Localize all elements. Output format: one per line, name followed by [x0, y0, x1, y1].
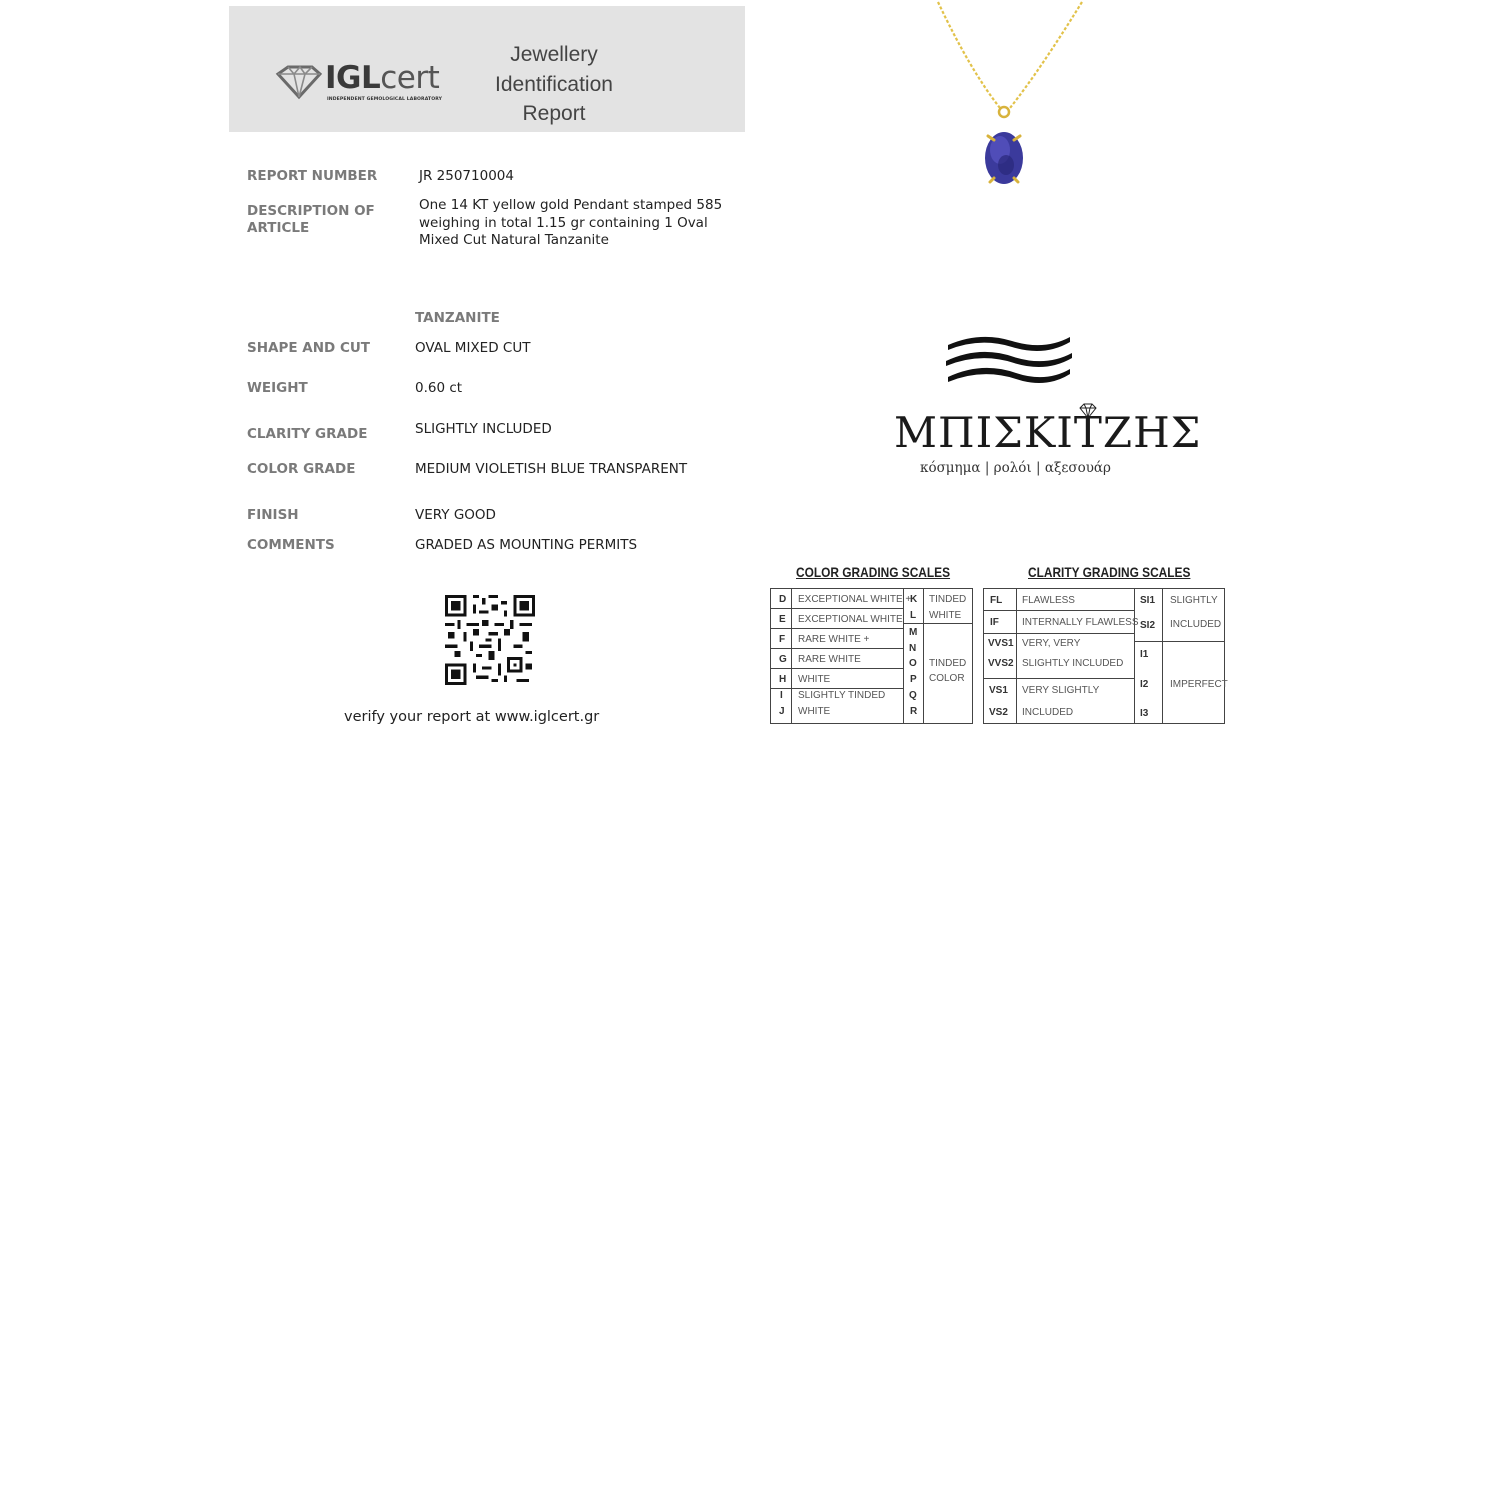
report-number-value: JR 250710004: [419, 168, 514, 184]
color-grade-h: H: [779, 674, 787, 685]
clarity-group-imperfect: IMPERFECT: [1170, 679, 1228, 690]
diamond-logo-icon: [274, 64, 322, 100]
color-grade-f: F: [779, 634, 786, 645]
clarity-grade-i1: I1: [1140, 649, 1149, 660]
report-title: Jewellery Identification Report: [495, 43, 613, 125]
clarity-grade-vs2: VS2: [989, 707, 1008, 718]
weight-value: 0.60 ct: [415, 380, 463, 396]
clarity-group-slightly-included: SLIGHTLY INCLUDED: [1170, 595, 1222, 630]
clarity-desc-if: INTERNALLY FLAWLESS: [1022, 617, 1139, 628]
report-header: [229, 6, 745, 132]
lab-logo-tagline: INDEPENDENT GEMOLOGICAL LABORATORY: [327, 97, 443, 102]
clarity-desc-fl: FLAWLESS: [1022, 595, 1075, 606]
clarity-grade-i3: I3: [1140, 708, 1149, 719]
clarity-grade-fl: FL: [990, 595, 1003, 606]
clarity-desc-vs2: INCLUDED: [1022, 707, 1074, 718]
color-scale-table: [770, 588, 973, 724]
comments-label: COMMENTS: [247, 537, 335, 553]
clarity-grade-label: CLARITY GRADE: [247, 426, 368, 442]
color-grade-g: G: [779, 654, 787, 665]
finish-label: FINISH: [247, 507, 299, 523]
color-desc-i: SLIGHTLY TINDED: [798, 690, 886, 701]
color-grade-value: MEDIUM VIOLETISH BLUE TRANSPARENT: [415, 461, 688, 477]
brand-waves-logo: [940, 333, 1080, 389]
clarity-grade-if: IF: [990, 617, 999, 628]
color-group-tinded-white: TINDED WHITE: [929, 594, 967, 621]
description-value: One 14 KT yellow gold Pendant stamped 585 weighing in total 1.15 gr containing 1 Oval Mixed Cut Natural Tanzanite: [419, 197, 723, 248]
clarity-grade-si1: SI1: [1140, 595, 1156, 606]
clarity-desc-vvs1: VERY, VERY: [1022, 638, 1081, 649]
color-desc-f: RARE WHITE +: [798, 634, 870, 645]
color-desc-d: EXCEPTIONAL WHITE +: [798, 594, 912, 605]
color-grade-m: M: [909, 627, 918, 638]
clarity-grade-si2: SI2: [1140, 620, 1156, 631]
color-grade-n: N: [909, 643, 917, 654]
clarity-scale-table: [983, 588, 1228, 724]
color-grade-l: L: [910, 610, 917, 621]
color-grade-label: COLOR GRADE: [247, 461, 356, 477]
bail: [999, 107, 1009, 117]
color-grade-i: I: [780, 690, 783, 701]
comments-value: GRADED AS MOUNTING PERMITS: [415, 537, 638, 553]
color-desc-h: WHITE: [798, 674, 831, 685]
color-desc-j: WHITE: [798, 706, 831, 717]
stone-heading: TANZANITE: [415, 310, 500, 326]
verify-link[interactable]: verify your report at www.iglcert.gr: [344, 709, 600, 725]
clarity-scale-title: CLARITY GRADING SCALES: [1028, 564, 1191, 580]
color-grade-o: O: [909, 658, 917, 669]
gold-chain: [938, 2, 1082, 108]
color-grade-d: D: [779, 594, 787, 605]
color-grade-p: P: [910, 674, 917, 685]
shape-cut-label: SHAPE AND CUT: [247, 340, 371, 356]
clarity-desc-vvs2: SLIGHTLY INCLUDED: [1022, 658, 1124, 669]
qr-code[interactable]: [445, 595, 535, 685]
brand-tagline: κόσμημα | ρολόι | αξεσουάρ: [920, 460, 1111, 476]
color-group-tinded-color: TINDED COLOR: [929, 658, 967, 684]
clarity-grade-vs1: VS1: [989, 685, 1008, 696]
clarity-grade-vvs1: VVS1: [988, 638, 1014, 649]
pendant-photo: [900, 0, 1100, 200]
finish-value: VERY GOOD: [415, 507, 496, 523]
clarity-grade-i2: I2: [1140, 679, 1149, 690]
report-number-label: REPORT NUMBER: [247, 168, 378, 184]
clarity-grade-vvs2: VVS2: [988, 658, 1014, 669]
tanzanite-stone: [985, 132, 1023, 184]
color-grade-q: Q: [909, 690, 917, 701]
clarity-desc-vs1: VERY SLIGHTLY: [1022, 685, 1100, 696]
color-desc-e: EXCEPTIONAL WHITE: [798, 614, 903, 625]
weight-label: WEIGHT: [247, 380, 308, 396]
color-scale-title: COLOR GRADING SCALES: [796, 564, 951, 580]
clarity-grade-value: SLIGHTLY INCLUDED: [415, 421, 552, 437]
color-desc-g: RARE WHITE: [798, 654, 861, 665]
shape-cut-value: OVAL MIXED CUT: [415, 340, 531, 356]
brand-name: ΜΠΙΣΚΙΤΖΗΣ: [894, 408, 1202, 457]
color-grade-e: E: [779, 614, 786, 625]
color-grade-r: R: [910, 706, 918, 717]
color-grade-j: J: [779, 706, 785, 717]
color-grade-k: K: [910, 594, 918, 605]
lab-logo-text: IGLcert: [325, 60, 440, 96]
description-label: DESCRIPTION OF ARTICLE: [247, 203, 375, 236]
